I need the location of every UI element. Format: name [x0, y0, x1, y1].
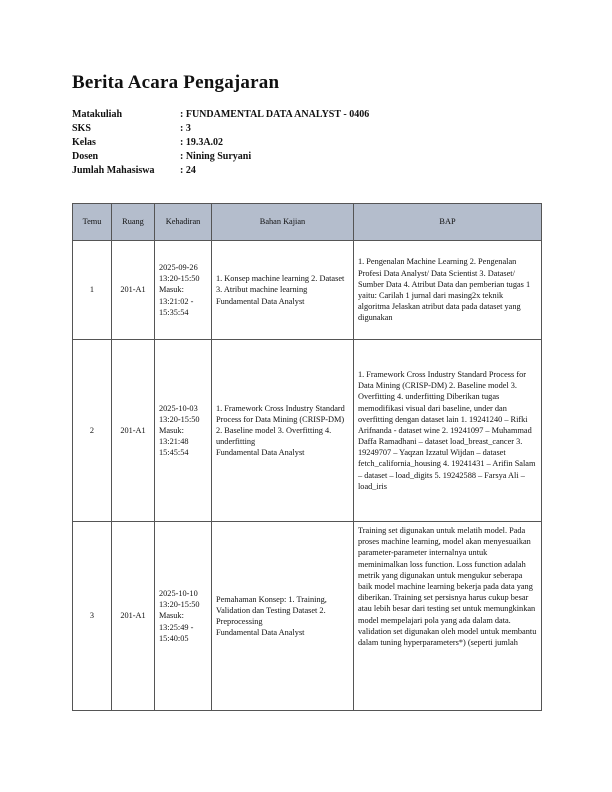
bahan-topics: Pemahaman Konsep: 1. Training, Validation dan Testing Dataset 2. Preprocessing: [216, 594, 327, 626]
meta-value: : Nining Suryani: [180, 151, 252, 162]
header-bahan-kajian: Bahan Kajian: [212, 204, 354, 241]
meta-key: Dosen: [72, 151, 99, 162]
header-bap: BAP: [354, 204, 542, 241]
table-row: [73, 522, 542, 711]
cell-temu: 1: [73, 241, 112, 340]
cell-kehadiran: [155, 522, 212, 711]
meta-value: : 19.3A.02: [180, 137, 224, 148]
cell-temu: 2: [73, 340, 112, 522]
bahan-topics: 1. Framework Cross Industry Standard Process for Data Mining (CRISP-DM) 2. Baseline model 3. Overfitting 4. underfitting: [216, 403, 345, 447]
cell-bahan-kajian: [212, 340, 354, 522]
table-row: [73, 340, 542, 522]
kehadiran-schedule: 13:20-15:50: [159, 600, 200, 610]
kehadiran-out: 15:35:54: [159, 307, 189, 317]
kehadiran-schedule: 13:20-15:50: [159, 414, 200, 424]
meta-row-dosen: [72, 150, 369, 164]
bahan-course: Fundamental Data Analyst: [216, 296, 305, 306]
cell-bahan-kajian: [212, 522, 354, 711]
meta-value: : 24: [180, 165, 196, 176]
meta-row-matakuliah: [72, 108, 369, 122]
meta-value: : 3: [180, 123, 191, 134]
course-info: [72, 108, 369, 178]
kehadiran-out: 15:45:54: [159, 448, 189, 458]
bahan-topics: 1. Konsep machine learning 2. Dataset 3. Atribut machine learning: [216, 274, 345, 295]
header-ruang: Ruang: [112, 204, 155, 241]
cell-ruang: 201-A1: [112, 522, 155, 711]
cell-bap: 1. Pengenalan Machine Learning 2. Pengenalan Profesi Data Analyst/ Data Scientist 3. Dataset/ Sumber Data 4. Atribut Data dan pemberian tugas 1 yaitu: Carilah 1 jurnal dari masing2x teknik algoritma Jelaskan atribut data pada dataset yang digunakan: [354, 241, 542, 340]
meta-row-jumlah-mahasiswa: [72, 164, 369, 178]
meta-row-kelas: [72, 136, 369, 150]
meta-row-sks: [72, 122, 369, 136]
meta-key: Jumlah Mahasiswa: [72, 165, 155, 176]
kehadiran-schedule: 13:20-15:50: [159, 274, 200, 284]
cell-kehadiran: [155, 241, 212, 340]
bahan-course: Fundamental Data Analyst: [216, 448, 305, 458]
bahan-course: Fundamental Data Analyst: [216, 628, 305, 638]
table-row: [73, 241, 542, 340]
cell-bahan-kajian: [212, 241, 354, 340]
cell-kehadiran: [155, 340, 212, 522]
table-header-row: [73, 204, 542, 241]
cell-temu: 3: [73, 522, 112, 711]
meta-value: : FUNDAMENTAL DATA ANALYST - 0406: [180, 109, 370, 120]
bap-table: [72, 203, 542, 711]
cell-bap: 1. Framework Cross Industry Standard Process for Data Mining (CRISP-DM) 2. Baseline model 3. Overfitting 4. underfitting Diberikan tugas memodifikasi visual dari baseline, under dan overfitting dengan dataset lain 1. 19241240 – Rifki Arifnanda - dataset wine 2. 19241097 – Muhammad Daffa Ramadhani – dataset load_breast_cancer 3. 19249707 – Yaqzan Izzatul Wijdan – dataset fetch_california_housing 4. 19241431 – Arifin Salam – dataset – load_digits 5. 19242588 – Farsya Ali – load_iris: [354, 340, 542, 522]
kehadiran-date: 2025-10-03: [159, 403, 198, 413]
meta-key: SKS: [72, 123, 91, 134]
cell-bap: Training set digunakan untuk melatih model. Pada proses machine learning, model akan menyesuaikan parameter-parameter internalnya untuk meminimalkan loss function. Loss function adalah metrik yang digunakan untuk mengukur seberapa baik model machine learning bekerja pada data yang diberikan. Training set persisnya harus cukup besar atau lebih besar dari testing set untuk memungkinkan model mempelajari pola yang ada dalam data. validation set digunakan oleh model untuk membantu dalam tuning hyperparameters*) (seperti jumlah: [354, 522, 542, 711]
header-kehadiran: Kehadiran: [155, 204, 212, 241]
kehadiran-out: 15:40:05: [159, 633, 189, 643]
kehadiran-in: 13:21:48: [159, 437, 189, 447]
kehadiran-label: Masuk:: [159, 285, 184, 295]
kehadiran-label: Masuk:: [159, 425, 184, 435]
kehadiran-date: 2025-10-10: [159, 589, 198, 599]
meta-key: Matakuliah: [72, 109, 123, 120]
kehadiran-date: 2025-09-26: [159, 263, 198, 273]
kehadiran-label: Masuk:: [159, 611, 184, 621]
kehadiran-in: 13:25:49 -: [159, 622, 194, 632]
page-title: Berita Acara Pengajaran: [72, 72, 280, 93]
cell-ruang: 201-A1: [112, 241, 155, 340]
header-temu: Temu: [73, 204, 112, 241]
kehadiran-in: 13:21:02 -: [159, 296, 194, 306]
cell-ruang: 201-A1: [112, 340, 155, 522]
meta-key: Kelas: [72, 137, 96, 148]
